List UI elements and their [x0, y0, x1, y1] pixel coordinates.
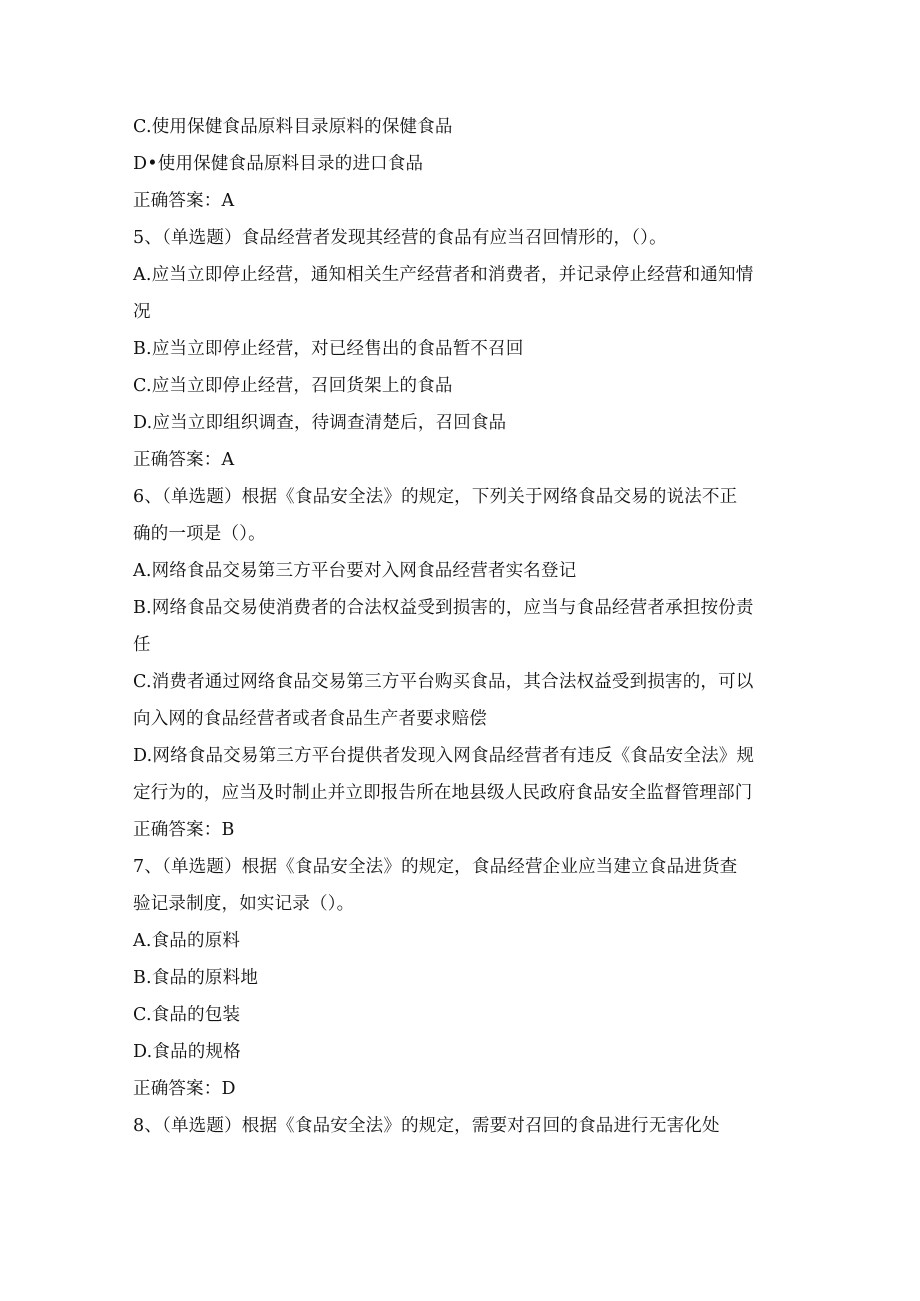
- option-d-q7: D.食品的规格: [133, 1042, 241, 1062]
- option-b-q7: B.食品的原料地: [133, 968, 259, 988]
- option-d-q6-line1: D.网络食品交易第三方平台提供者发现入网食品经营者有违反《食品安全法》规: [133, 746, 755, 766]
- answer-q7: 正确答案：D: [133, 1079, 236, 1099]
- question-5: 5、（单选题）食品经营者发现其经营的食品有应当召回情形的，（）。: [133, 228, 667, 248]
- answer-q6: 正确答案：B: [133, 820, 235, 840]
- question-7-line2: 验记录制度，如实记录（）。: [133, 894, 355, 914]
- question-7-line1: 7、（单选题）根据《食品安全法》的规定，食品经营企业应当建立食品进货查: [133, 857, 738, 877]
- option-b-q5: B.应当立即停止经营，对已经售出的食品暂不召回: [133, 339, 524, 359]
- answer-q5: 正确答案：A: [133, 450, 235, 470]
- option-c-q6-line2: 向入网的食品经营者或者食品生产者要求赔偿: [133, 709, 487, 729]
- option-c-q7: C.食品的包装: [133, 1005, 241, 1025]
- option-a-q5-line2: 况: [133, 302, 151, 322]
- question-8-line1: 8、（单选题）根据《食品安全法》的规定，需要对召回的食品进行无害化处: [133, 1116, 720, 1136]
- question-6-line2: 确的一项是（）。: [133, 524, 266, 544]
- document-body: [133, 109, 793, 1145]
- option-d-q6-line2: 定行为的，应当及时制止并立即报告所在地县级人民政府食品安全监督管理部门: [133, 783, 753, 803]
- option-d-q4: D•使用保健食品原料目录的进口食品: [133, 154, 424, 174]
- option-c-q5: C.应当立即停止经营，召回货架上的食品: [133, 376, 453, 396]
- question-6-line1: 6、（单选题）根据《食品安全法》的规定，下列关于网络食品交易的说法不正: [133, 487, 738, 507]
- option-b-q6-line1: B.网络食品交易使消费者的合法权益受到损害的，应当与食品经营者承担按份责: [133, 598, 754, 618]
- answer-q4: 正确答案：A: [133, 191, 235, 211]
- option-b-q6-line2: 任: [133, 635, 151, 655]
- option-a-q5-line1: A.应当立即停止经营，通知相关生产经营者和消费者，并记录停止经营和通知情: [133, 265, 754, 285]
- option-a-q6: A.网络食品交易第三方平台要对入网食品经营者实名登记: [133, 561, 577, 581]
- option-d-q5: D.应当立即组织调查，待调查清楚后，召回食品: [133, 413, 507, 433]
- option-c-q4: C.使用保健食品原料目录原料的保健食品: [133, 117, 453, 137]
- option-c-q6-line1: C.消费者通过网络食品交易第三方平台购买食品，其合法权益受到损害的，可以: [133, 672, 754, 692]
- option-a-q7: A.食品的原料: [133, 931, 241, 951]
